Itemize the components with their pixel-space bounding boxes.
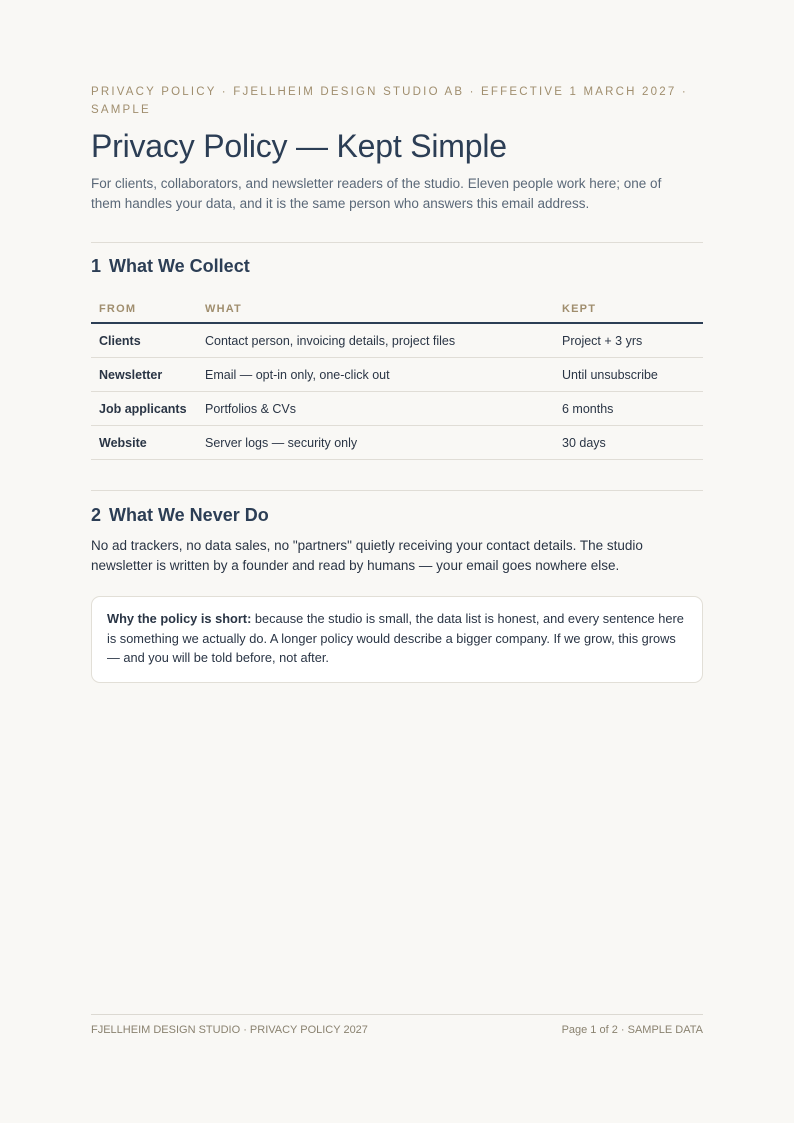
section-number: 1 [91,256,102,276]
cell-kept: 30 days [554,426,703,460]
section-divider [91,242,703,243]
column-header-what: WHAT [197,296,554,323]
cell-kept: Until unsubscribe [554,358,703,392]
cell-from: Clients [91,323,197,358]
section-title: What We Collect [109,256,250,276]
intro-paragraph: For clients, collaborators, and newsletter readers of the studio. Eleven people work here; one of them handles your data, and it is the same person who answers this email address. [91,176,662,211]
table-row [91,358,703,392]
callout-text: because the studio is small, the data list is honest, and every sentence here is something we actually do. A longer policy would describe a bigger company. If we grow, this grows — and you will be told before, not after. [107,611,684,665]
page-title: Privacy Policy — Kept Simple [91,128,507,164]
cell-kept: 6 months [554,392,703,426]
table-row [91,426,703,460]
table-header-row [91,296,703,323]
section-heading-never [91,505,269,526]
cell-what: Email — opt-in only, one-click out [197,358,554,392]
cell-from: Job applicants [91,392,197,426]
cell-from: Website [91,426,197,460]
cell-what: Contact person, invoicing details, project files [197,323,554,358]
section-number: 2 [91,505,102,525]
cell-from: Newsletter [91,358,197,392]
cell-what: Server logs — security only [197,426,554,460]
section-divider [91,490,703,491]
footer-right: Page 1 of 2 · SAMPLE DATA [561,1024,703,1036]
data-collection-table [91,296,703,460]
column-header-from: FROM [91,296,197,323]
callout-box [91,596,703,683]
section-heading-collect [91,256,250,277]
document-eyebrow: PRIVACY POLICY · FJELLHEIM DESIGN STUDIO AB · EFFECTIVE 1 MARCH 2027 · SAMPLE [91,86,688,116]
section-title: What We Never Do [109,505,269,525]
column-header-kept: KEPT [554,296,703,323]
cell-what: Portfolios & CVs [197,392,554,426]
footer-left: FJELLHEIM DESIGN STUDIO · PRIVACY POLICY 2027 [91,1024,368,1036]
cell-kept: Project + 3 yrs [554,323,703,358]
page-footer [91,1014,703,1036]
table-row [91,392,703,426]
callout-label: Why the policy is short: [107,611,252,626]
never-do-paragraph: No ad trackers, no data sales, no "partners" quietly receiving your contact details. The studio newsletter is written by a founder and read by humans — your email goes nowhere else. [91,538,643,573]
table-row [91,323,703,358]
